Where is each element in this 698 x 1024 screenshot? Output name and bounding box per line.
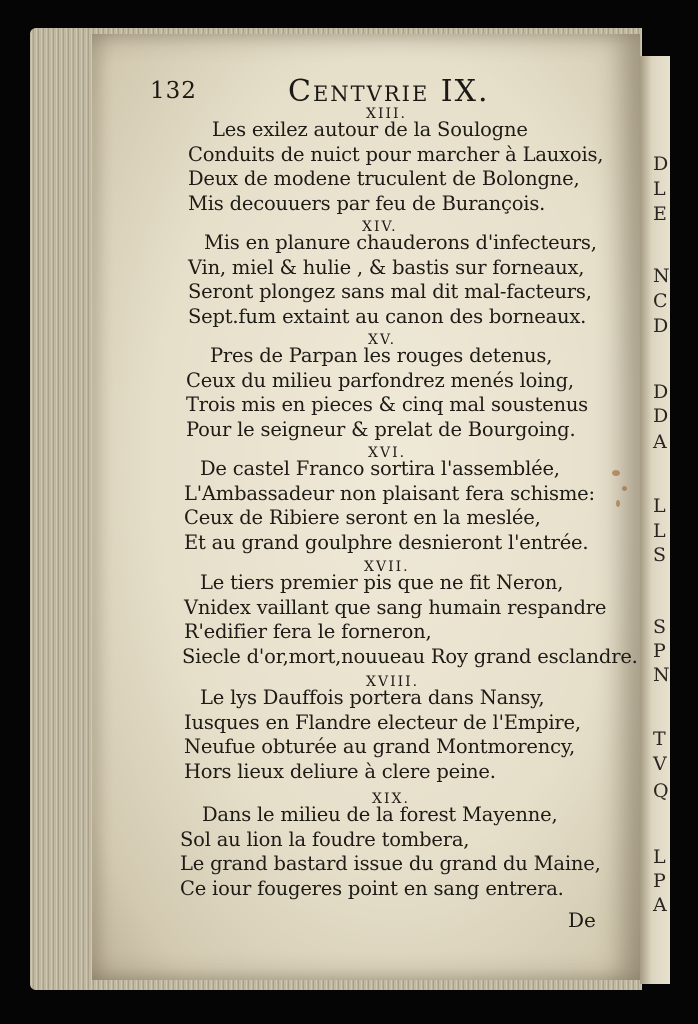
verse-line: Siecle d'or,mort,nouueau Roy grand esclandre. (182, 644, 638, 668)
facing-page-initial: P (653, 640, 666, 662)
verse-line: Sol au lion la foudre tombera, (180, 827, 470, 851)
verse-line: R'edifier fera le forneron, (184, 620, 432, 643)
facing-page-initial: S (653, 544, 667, 566)
verse-line: Le grand bastard issue du grand du Maine, (180, 852, 601, 875)
quatrain-numeral: XV. (368, 332, 397, 348)
verse-line: Deux de modene truculent de Bolongne, (188, 167, 580, 190)
verse-line: L'Ambassadeur non plaisant fera schisme: (184, 481, 595, 505)
verse-line: Mis decouuers par feu de Burançois. (188, 191, 546, 215)
facing-page-initial: Q (653, 780, 669, 802)
verse-line: Pres de Parpan les rouges detenus, (210, 344, 553, 367)
verse-line: Le tiers premier pis que ne fit Neron, (200, 571, 564, 594)
verse-line: Et au grand goulphre desnieront l'entrée. (184, 530, 589, 554)
verse-line: Trois mis en pieces & cinq mal soustenus (186, 393, 588, 416)
facing-page-initial: D (653, 153, 669, 175)
verse-line: Iusques en Flandre electeur de l'Empire, (184, 710, 581, 734)
facing-page-initial: S (653, 616, 667, 638)
verse-line: Ceux de Ribiere seront en la meslée, (184, 506, 541, 529)
facing-page-initial: A (653, 894, 667, 916)
verse-line: Vnidex vaillant que sang humain respandre (184, 595, 607, 619)
verse-line: De castel Franco sortira l'assemblée, (200, 457, 560, 480)
verse-line: Mis en planure chauderons d'infecteurs, (204, 231, 597, 254)
facing-page-initial: D (653, 405, 669, 427)
verse-line: Hors lieux deliure à clere peine. (184, 759, 496, 783)
facing-page-initial: C (653, 290, 668, 312)
facing-page-initial: N (653, 664, 670, 686)
facing-page-initial: N (653, 265, 670, 287)
facing-page-initial: D (653, 381, 669, 403)
quatrain-numeral: XIII. (366, 106, 408, 122)
facing-page-initial: P (653, 870, 666, 892)
quatrain-numeral: XIV. (362, 219, 398, 235)
verse-line: Les exilez autour de la Soulogne (212, 118, 528, 141)
facing-page-initial: L (653, 178, 666, 200)
facing-page-initial: V (653, 753, 667, 775)
verse-line: Dans le milieu de la forest Mayenne, (202, 803, 558, 826)
facing-page-initial: D (653, 315, 669, 337)
page-number: 132 (150, 78, 197, 104)
verse-line: Seront plongez sans mal dit mal-facteurs, (188, 280, 592, 303)
quatrain-numeral: XVI. (368, 445, 407, 461)
verse-line: Sept.fum extaint au canon des borneaux. (188, 304, 587, 328)
verse-line: Conduits de nuict pour marcher à Lauxois, (188, 142, 604, 166)
verse-line: Ceux du milieu parfondrez menés loing, (186, 368, 574, 392)
facing-page-initial: L (653, 846, 666, 868)
facing-page-initial: A (653, 431, 667, 453)
verse-line: Neufue obturée au grand Montmorency, (184, 735, 576, 758)
catchword: De (568, 908, 596, 932)
quatrain-numeral: XIX. (372, 791, 410, 807)
verse-line: Ce iour fougeres point en sang entrera. (180, 876, 564, 900)
quatrain-numeral: XVIII. (366, 674, 420, 690)
facing-page-initial: E (653, 203, 667, 225)
facing-page-initial: T (653, 728, 666, 750)
verse-line: Vin, miel & hulie , & bastis sur forneaux, (188, 255, 585, 279)
verse-line: Pour le seigneur & prelat de Bourgoing. (186, 417, 576, 441)
quatrain-numeral: XVII. (364, 559, 410, 575)
section-title: Centvrie IX. (288, 74, 490, 109)
facing-page-initial: L (653, 520, 666, 542)
verse-line: Le lys Dauffois portera dans Nansy, (200, 686, 545, 709)
facing-page-initial: L (653, 495, 666, 517)
